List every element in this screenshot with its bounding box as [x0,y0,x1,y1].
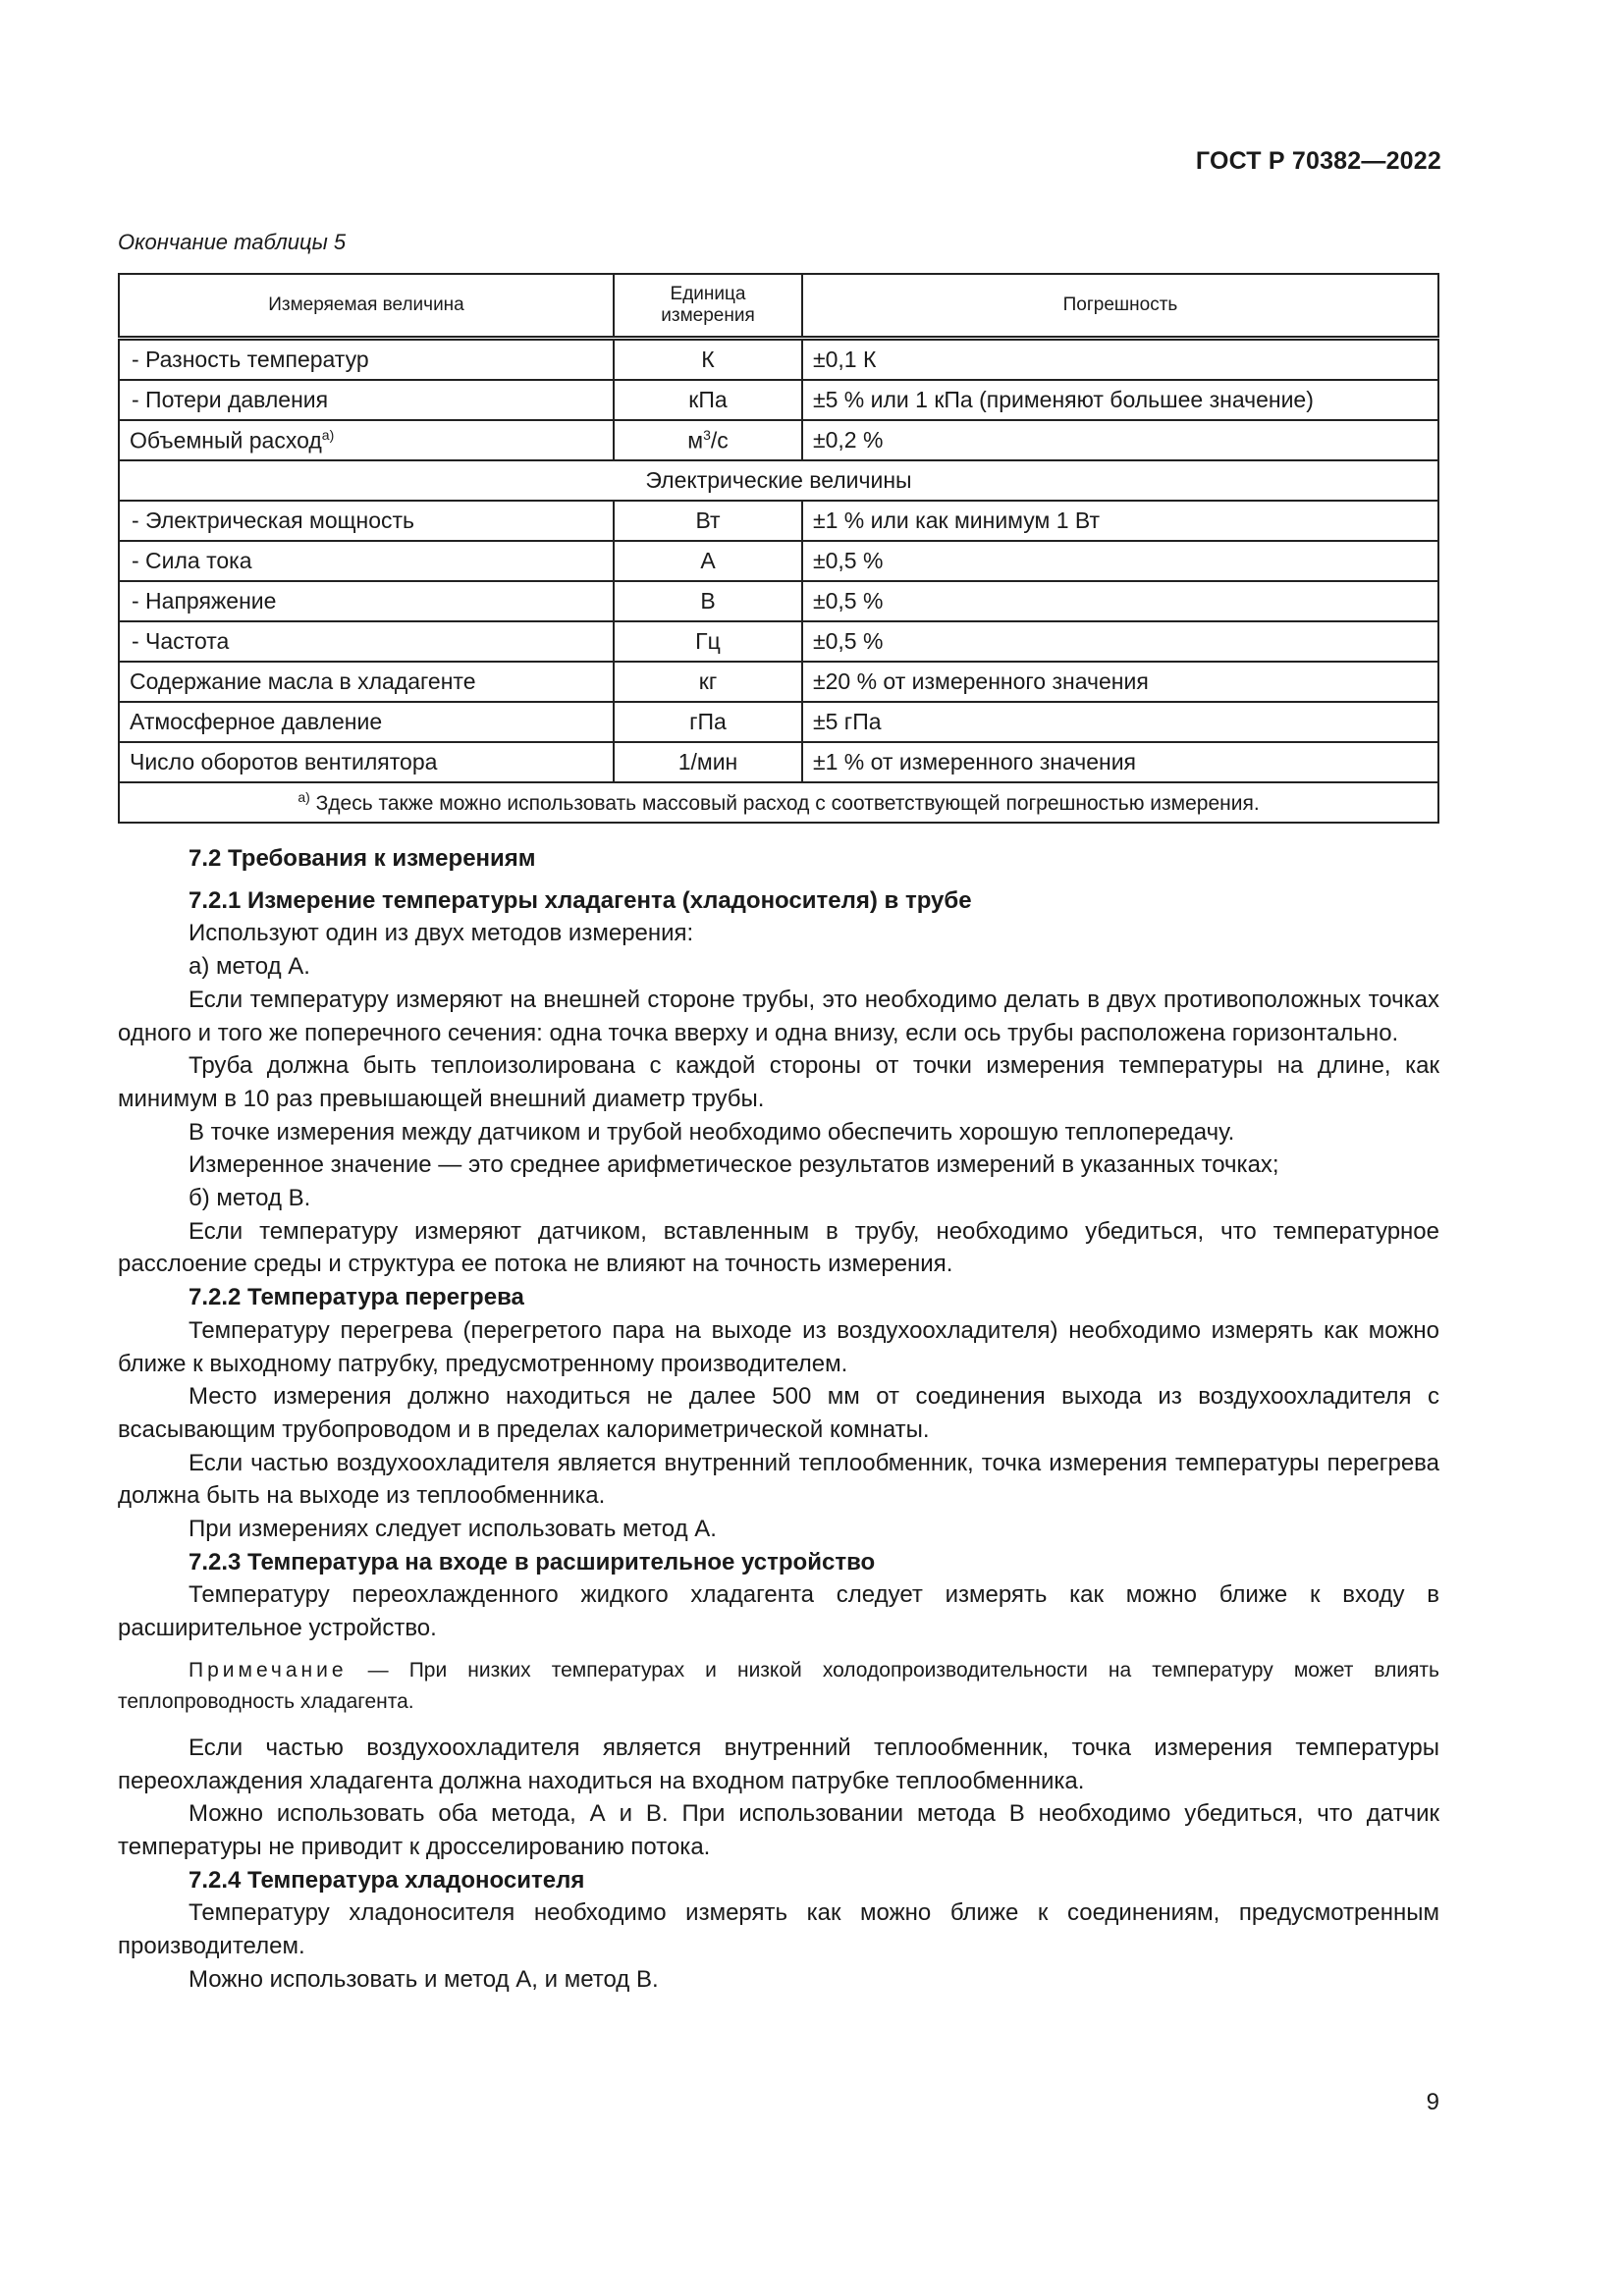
cell-unit: 1/мин [614,742,802,782]
cell-quantity: - Частота [119,621,614,662]
footnote-mark: а) [298,789,310,805]
paragraph: Место измерения должно находиться не далее 500 мм от соединения выхода из воздухоохладителя с всасывающим трубопроводом и в пределах калориметрической комнаты. [118,1383,1439,1443]
paragraph: Измеренное значение — это среднее арифметическое результатов измерений в указанных точках; [189,1151,1279,1179]
paragraph: Если частью воздухоохладителя является внутренний теплообменник, точка измерения температуры переохлаждения хладагента должна находиться на входном патрубке теплообменника. [118,1734,1439,1794]
table-row [119,541,1438,581]
table-row [119,380,1438,420]
table-row [119,621,1438,662]
section-body [118,842,1439,1997]
cell-unit: кПа [614,380,802,420]
table-row [119,581,1438,621]
cell-unit: Вт [614,501,802,541]
document-number-header: ГОСТ Р 70382—2022 [1195,147,1441,175]
table-row [119,420,1438,460]
table-row [119,662,1438,702]
note [118,1655,1439,1718]
cell-error: ±0,1 К [802,339,1438,381]
paragraph: Температуру хладоносителя необходимо измерять как можно ближе к соединениям, предусмотренным производителем. [118,1899,1439,1960]
cell-error: ±0,2 % [802,420,1438,460]
footnote-ref: а) [321,426,335,443]
paragraph: Используют один из двух методов измерения: [189,920,694,947]
cell-unit: К [614,339,802,381]
paragraph: Температуру переохлажденного жидкого хладагента следует измерять как можно ближе к входу в расширительное устройство. [118,1581,1439,1642]
paragraph: В точке измерения между датчиком и трубой необходимо обеспечить хорошую теплопередачу. [189,1118,1235,1146]
cell-unit: А [614,541,802,581]
unit-base: м [687,427,704,454]
paragraph: Если температуру измеряют на внешней стороне трубы, это необходимо делать в двух противоположных точках одного и того же поперечного сечения: одна точка вверху и одна внизу, если ось трубы расположена горизонтально. [118,986,1439,1046]
cell-unit: Гц [614,621,802,662]
column-header-quantity: Измеряемая величина [119,274,614,339]
paragraph: Можно использовать и метод А, и метод В. [189,1965,659,1993]
paragraph: Труба должна быть теплоизолирована с каждой стороны от точки измерения температуры на длине, как минимум в 10 раз превышающей внешний диаметр трубы. [118,1052,1439,1112]
table-row [119,742,1438,782]
list-item-method-b: б) метод В. [189,1185,311,1212]
table-row [119,501,1438,541]
paragraph: Температуру перегрева (перегретого пара на выходе из воздухоохладителя) необходимо измерять как можно ближе к выходному патрубку, предусмотренному производителем. [118,1316,1439,1377]
cell-quantity-text: Объемный расход [130,427,322,454]
cell-error: ±0,5 % [802,541,1438,581]
note-label: Примечание [189,1658,348,1682]
cell-error: ±1 % от измеренного значения [802,742,1438,782]
cell-error: ±20 % от измеренного значения [802,662,1438,702]
table-header-row [119,274,1438,339]
table-caption: Окончание таблицы 5 [118,230,347,254]
measurement-accuracy-table [118,273,1439,824]
cell-error: ±5 гПа [802,702,1438,742]
footnote-text: Здесь также можно использовать массовый расход с соответствующей погрешностью измерения. [309,792,1260,815]
cell-quantity: Атмосферное давление [119,702,614,742]
table-row [119,339,1438,381]
cell-quantity: Содержание масла в хладагенте [119,662,614,702]
list-item-method-a: а) метод А. [189,953,310,981]
cell-quantity: - Разность температур [119,339,614,381]
paragraph: При измерениях следует использовать метод А. [189,1516,717,1543]
subsection-heading: 7.2.3 Температура на входе в расширительное устройство [189,1548,876,1575]
cell-error: ±1 % или как минимум 1 Вт [802,501,1438,541]
cell-quantity: - Напряжение [119,581,614,621]
paragraph: Можно использовать оба метода, А и В. При использовании метода В необходимо убедиться, что датчик температуры не приводит к дросселированию потока. [118,1800,1439,1860]
section-heading: 7.2 Требования к измерениям [189,845,536,872]
cell-quantity: - Электрическая мощность [119,501,614,541]
column-header-error: Погрешность [802,274,1438,339]
cell-unit: гПа [614,702,802,742]
table-footnote-row [119,782,1438,823]
unit-tail: /с [710,427,729,454]
subsection-heading: 7.2.4 Температура хладоносителя [189,1866,585,1894]
cell-quantity: - Потери давления [119,380,614,420]
paragraph: Если частью воздухоохладителя является внутренний теплообменник, точка измерения температуры перегрева должна быть на выходе из теплообменника. [118,1449,1439,1510]
subsection-heading: 7.2.2 Температура перегрева [189,1284,524,1311]
cell-error: ±5 % или 1 кПа (применяют большее значение) [802,380,1438,420]
group-heading-electrical: Электрические величины [119,460,1438,501]
cell-unit: В [614,581,802,621]
cell-unit: кг [614,662,802,702]
cell-unit [614,420,802,460]
cell-quantity: Число оборотов вентилятора [119,742,614,782]
note-text: — При низких температурах и низкой холодопроизводительности на температуру может влиять теплопроводность хладагента. [118,1658,1439,1713]
page-number: 9 [1426,2089,1439,2115]
table-group-row [119,460,1438,501]
cell-error: ±0,5 % [802,581,1438,621]
table-footnote [119,782,1438,823]
unit-exponent: 3 [703,426,711,443]
cell-quantity [119,420,614,460]
paragraph: Если температуру измеряют датчиком, вставленным в трубу, необходимо убедиться, что температурное расслоение среды и структура ее потока не влияют на точность измерения. [118,1217,1439,1278]
cell-quantity: - Сила тока [119,541,614,581]
subsection-heading: 7.2.1 Измерение температуры хладагента (хладоносителя) в трубе [189,886,972,914]
column-header-unit: Единица измерения [614,274,802,339]
table-row [119,702,1438,742]
cell-error: ±0,5 % [802,621,1438,662]
